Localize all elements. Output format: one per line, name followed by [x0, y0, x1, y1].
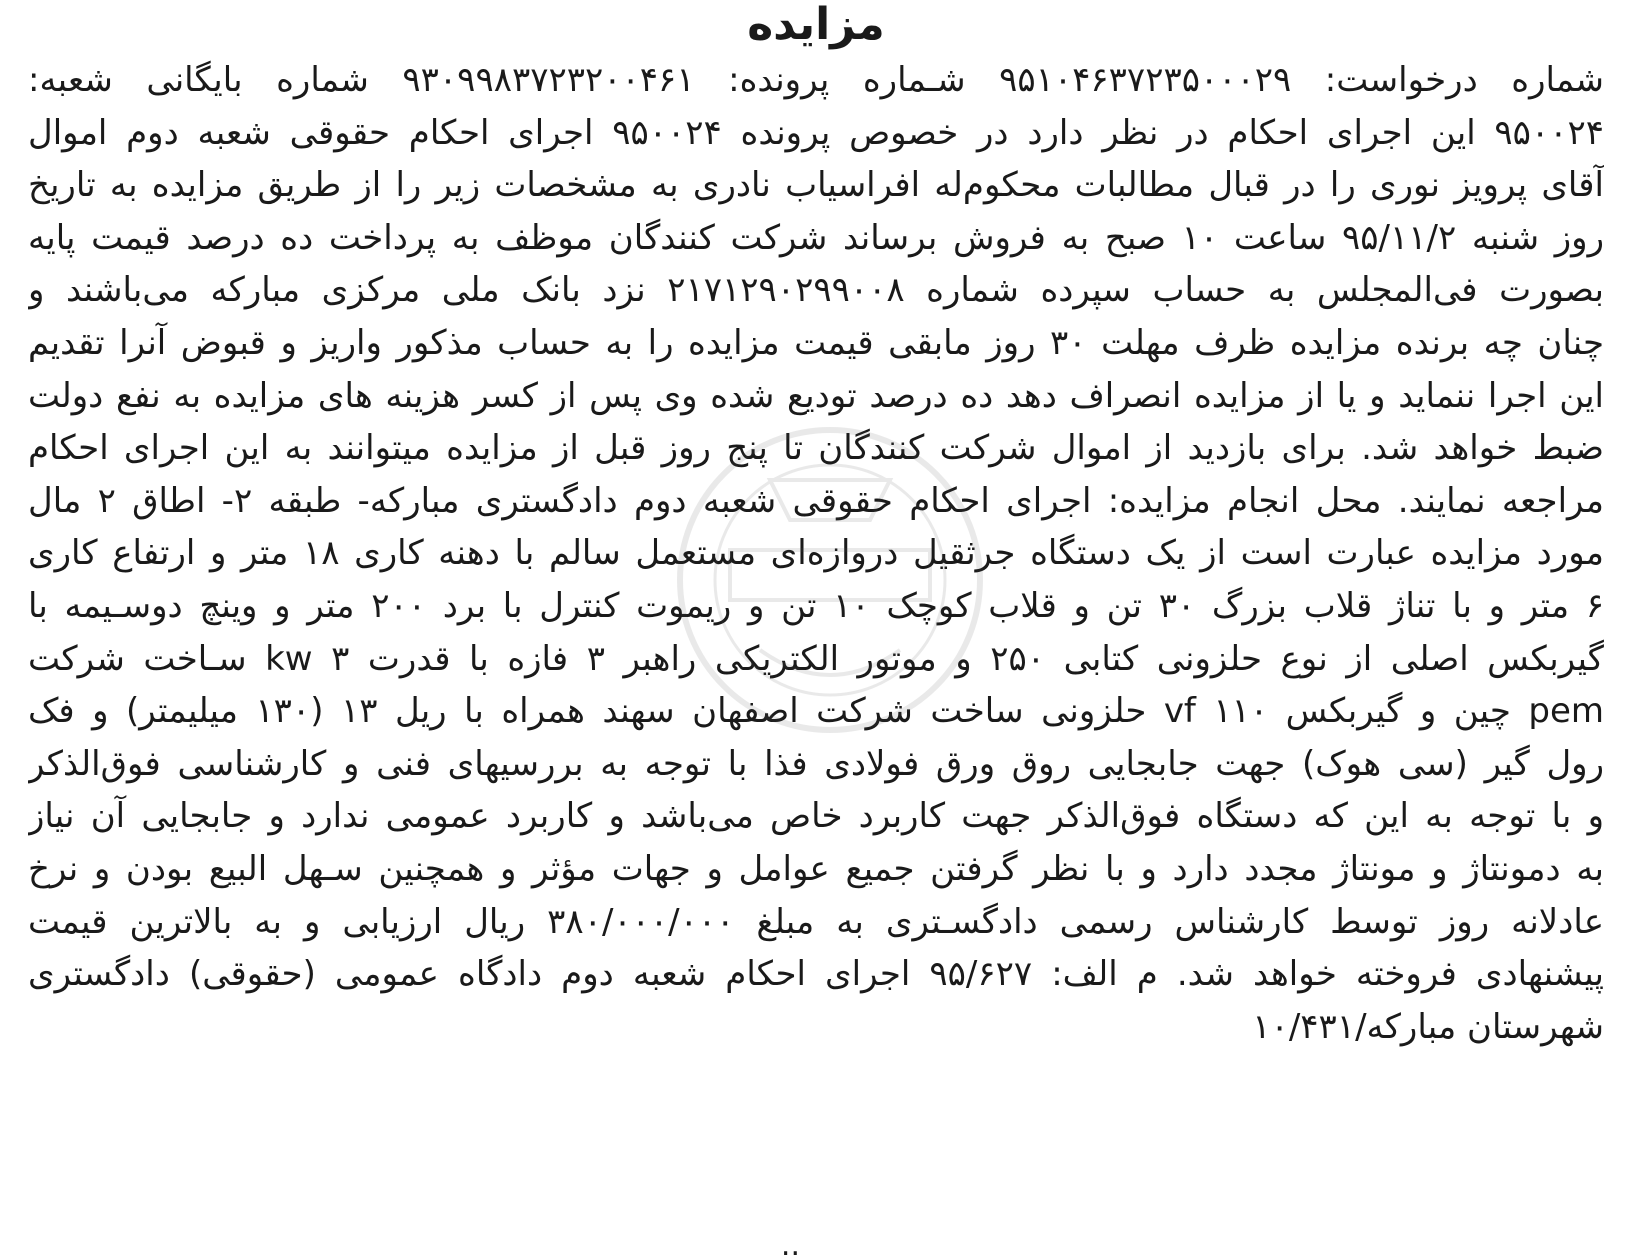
notice-line: بصورت فی‌المجلس به حساب سپرده شماره ۲۱۷۱۲۹۰۲۹۹۰۰۸ نزد بانک ملی مرکزی مبارکه می‌باشند و: [28, 270, 1604, 311]
notice-line: مورد مزایده عبارت است از یک دستگاه جرثقیل دروازه‌ای مستعمل سالم با دهنه کاری ۱۸ متر و ارتفاع کاری: [28, 533, 1604, 574]
notice-body: [28, 54, 1604, 1053]
notice-line: و با توجه به این که دستگاه فوق‌الذکر جهت کاربرد خاص می‌باشد و کاربرد عمومی ندارد و جابجایی آن نیاز: [28, 796, 1604, 837]
notice-line: گیربکس اصلی از نوع حلزونی کتابی ۲۵۰ و موتور الکتریکی راهبر ۳ فازه با قدرت kw ۳ سـاخت شرکت: [28, 638, 1604, 679]
notice-line: مراجعه نمایند. محل انجام مزایده: اجرای احکام حقوقی شعبه دوم دادگستری مبارکه- طبقه ۲- اطاق ۲ مال: [28, 480, 1604, 521]
notice-line: به دمونتاژ و مونتاژ مجدد دارد و با نظر گرفتن جمیع عوامل و جهات مؤثر و همچنین سـهل البیع بودن و نرخ: [28, 848, 1604, 889]
page-edge-mark: ..: [780, 1236, 800, 1256]
notice-line: روز شنبه ۹۵/۱۱/۲ ساعت ۱۰ صبح به فروش برساند شرکت کنندگان موظف به پرداخت ده درصد قیمت پایه: [28, 217, 1604, 258]
notice-title: مزایده: [747, 0, 885, 50]
notice-line: شهرستان مبارکه/۱۰/۴۳۱: [1252, 1006, 1604, 1047]
notice-line: پیشنهادی فروخته خواهد شد. م الف: ۹۵/۶۲۷ اجرای احکام شعبه دوم دادگاه عمومی (حقوقی) دادگستری: [28, 954, 1604, 995]
notice-line: این اجرا ننماید و یا از مزایده انصراف دهد ده درصد تودیع شده وی پس از کسر هزینه های مزایده به نفع دولت: [28, 375, 1604, 416]
notice-line: ضبط خواهد شد. برای بازدید از اموال شرکت کنندگان تا پنج روز قبل از مزایده میتوانند به این اجرای احکام: [28, 428, 1604, 469]
notice-line: آقای پرویز نوری را در قبال مطالبات محکوم‌له افراسیاب نادری به مشخصات زیر را از طریق مزایده به تاریخ: [28, 165, 1604, 206]
notice-line: عادلانه روز توسط کارشناس رسمی دادگسـتری به مبلغ ۳۸۰/۰۰۰/۰۰۰ ریال ارزیابی و به بالاترین قیمت: [28, 901, 1604, 942]
notice-line: pem چین و گیربکس vf ۱۱۰ حلزونی ساخت شرکت اصفهان سهند همراه با ریل ۱۳ (۱۳۰ میلیمتر) و فک: [28, 691, 1604, 732]
notice-line: ۹۵۰۰۲۴ این اجرای احکام در نظر دارد در خصوص پرونده ۹۵۰۰۲۴ اجرای احکام حقوقی شعبه دوم اموال: [28, 112, 1604, 153]
notice-line: شماره درخواست: ۹۵۱۰۴۶۳۷۲۳۵۰۰۰۲۹ شـماره پرونده: ۹۳۰۹۹۸۳۷۲۳۲۰۰۴۶۱ شماره بایگانی شعبه:: [28, 60, 1604, 100]
auction-notice: [28, 0, 1604, 1256]
notice-line: رول گیر (سی هوک) جهت جابجایی روق ورق فولادی فذا با توجه به بررسیهای فنی و کارشناسی فوق‌الذکر: [28, 743, 1604, 784]
notice-line: ۶ متر و با تناژ قلاب بزرگ ۳۰ تن و قلاب کوچک ۱۰ تن و ریموت کنترل با برد ۲۰۰ متر و وینچ دوسـیمه با: [28, 585, 1604, 626]
notice-line: چنان چه برنده مزایده ظرف مهلت ۳۰ روز مابقی قیمت مزایده را به حساب مذکور واریز و قبوض آنرا تقدیم: [28, 322, 1604, 363]
